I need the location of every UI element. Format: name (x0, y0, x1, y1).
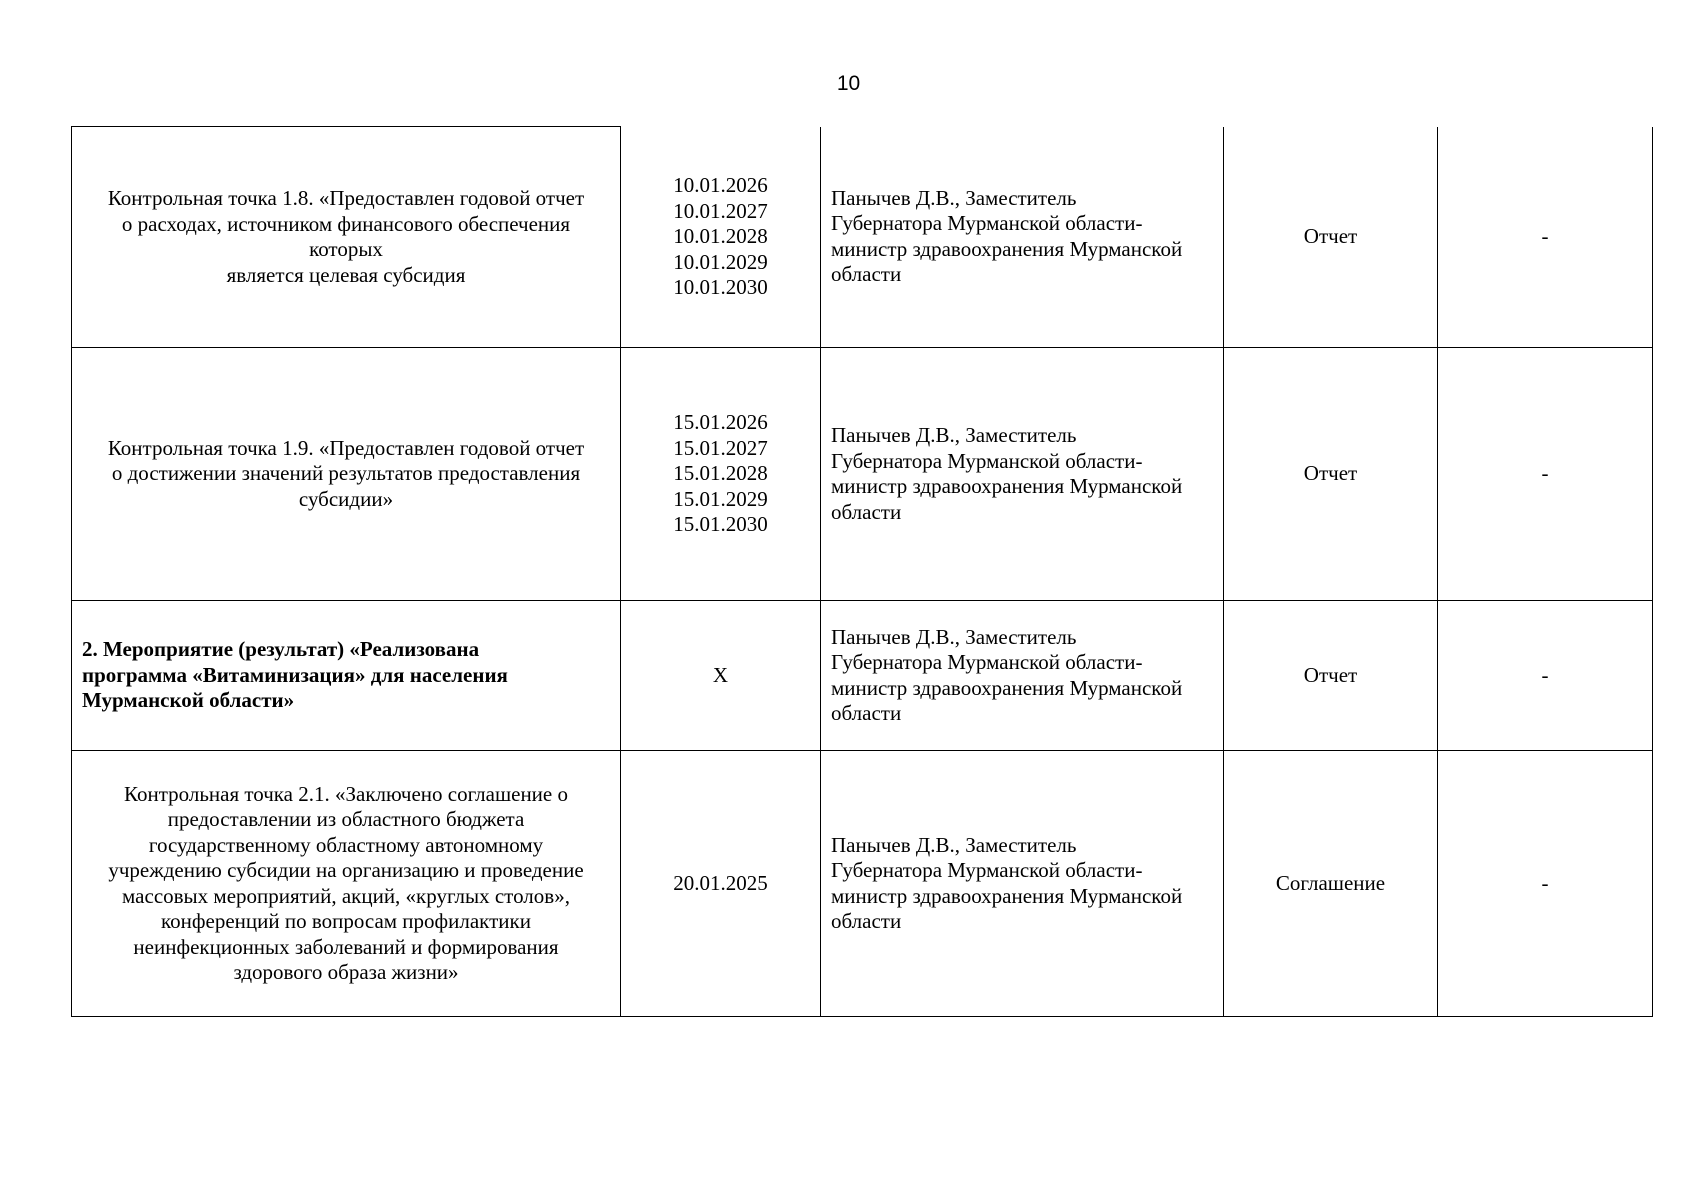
dates-cell: 10.01.2026 10.01.2027 10.01.2028 10.01.2029 10.01.2030 (621, 127, 821, 348)
event-cell: Контрольная точка 1.8. «Предоставлен годовой отчет о расходах, источником финансового обеспечения которых является целевая субсидия (72, 127, 621, 348)
dates-cell: 15.01.2026 15.01.2027 15.01.2028 15.01.2029 15.01.2030 (621, 348, 821, 601)
note-cell: - (1438, 127, 1653, 348)
responsible-cell: Панычев Д.В., Заместитель Губернатора Мурманской области- министр здравоохранения Мурманской области (821, 751, 1224, 1017)
note-cell: - (1438, 348, 1653, 601)
page-number: 10 (836, 72, 861, 95)
dates-cell: 20.01.2025 (621, 751, 821, 1017)
note-cell: - (1438, 751, 1653, 1017)
dates-cell: X (621, 601, 821, 751)
event-cell: Контрольная точка 1.9. «Предоставлен годовой отчет о достижении значений результатов предоставления субсидии» (72, 348, 621, 601)
document-cell: Соглашение (1224, 751, 1438, 1017)
table-row (72, 601, 1653, 751)
document-cell: Отчет (1224, 127, 1438, 348)
table-row (72, 751, 1653, 1017)
event-cell: 2. Мероприятие (результат) «Реализована программа «Витаминизация» для населения Мурманской области» (72, 601, 621, 751)
document-cell: Отчет (1224, 348, 1438, 601)
control-points-table (71, 126, 1653, 1017)
responsible-cell: Панычев Д.В., Заместитель Губернатора Мурманской области- министр здравоохранения Мурманской области (821, 127, 1224, 348)
responsible-cell: Панычев Д.В., Заместитель Губернатора Мурманской области- министр здравоохранения Мурманской области (821, 348, 1224, 601)
table-row (72, 348, 1653, 601)
document-cell: Отчет (1224, 601, 1438, 751)
note-cell: - (1438, 601, 1653, 751)
table-row (72, 127, 1653, 348)
responsible-cell: Панычев Д.В., Заместитель Губернатора Мурманской области- министр здравоохранения Мурманской области (821, 601, 1224, 751)
event-cell: Контрольная точка 2.1. «Заключено соглашение о предоставлении из областного бюджета государственному областному автономному учреждению субсидии на организацию и проведение массовых мероприятий, акций, «круглых столов», конференций по вопросам профилактики неинфекционных заболеваний и формирования здорового образа жизни» (72, 751, 621, 1017)
